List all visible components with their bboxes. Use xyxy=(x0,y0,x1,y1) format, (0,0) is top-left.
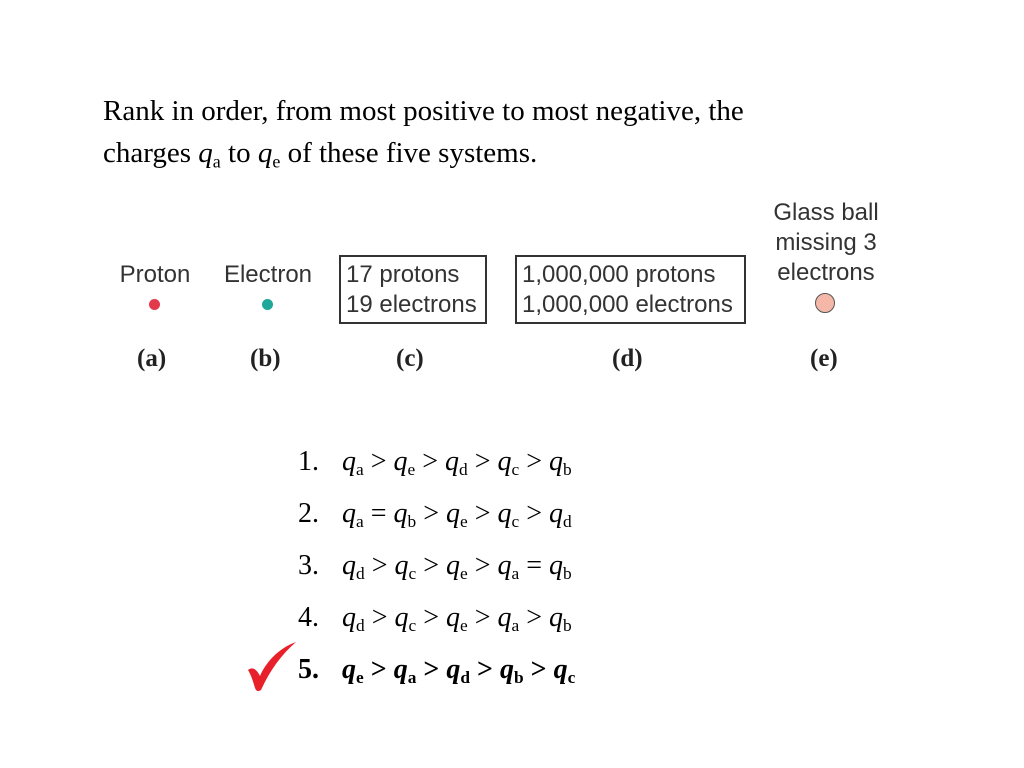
comparison-operator: > xyxy=(467,550,498,581)
comparison-operator: > xyxy=(470,654,500,685)
electron-dot xyxy=(262,299,273,310)
answer-option-2[interactable] xyxy=(298,494,575,546)
option-number: 4. xyxy=(298,602,319,633)
answer-option-3[interactable] xyxy=(298,546,575,598)
charge-symbol: q xyxy=(499,654,514,685)
charge-subscript: c xyxy=(511,512,520,532)
system-e-letter: (e) xyxy=(810,345,838,372)
charge-subscript: d xyxy=(356,564,365,584)
charge-symbol: q xyxy=(549,446,564,477)
charge-subscript: e xyxy=(460,512,468,532)
comparison-operator: > xyxy=(467,602,498,633)
charge-symbol: q xyxy=(497,446,512,477)
comparison-operator: > xyxy=(415,446,446,477)
charge-symbol: q xyxy=(446,654,461,685)
charge-subscript: d xyxy=(563,512,572,532)
system-d-line-2: 1,000,000 electrons xyxy=(522,291,733,318)
charge-symbol: q xyxy=(446,498,460,529)
charge-subscript: c xyxy=(408,564,417,584)
system-e-line-1: Glass ball xyxy=(773,199,879,226)
system-c-line-1: 17 protons xyxy=(346,261,460,288)
charge-subscript: c xyxy=(511,460,520,480)
system-c-letter: (c) xyxy=(396,345,424,372)
comparison-operator: = xyxy=(363,498,394,529)
charge-subscript: e xyxy=(356,668,364,688)
system-b-letter: (b) xyxy=(250,345,281,372)
charge-subscript: e xyxy=(407,460,416,480)
charge-subscript: a xyxy=(356,512,364,532)
question-line-1: Rank in order, from most positive to most negative, the xyxy=(103,95,744,127)
charge-subscript: b xyxy=(563,564,572,584)
comparison-operator: > xyxy=(416,654,447,685)
charge-subscript: d xyxy=(460,668,470,688)
charge-symbol: q xyxy=(342,498,356,529)
charge-subscript: a xyxy=(356,460,364,480)
charge-subscript: a xyxy=(511,616,520,636)
question-text xyxy=(103,90,903,174)
option-number: 2. xyxy=(298,498,319,529)
system-a-letter: (a) xyxy=(137,345,167,372)
answer-options xyxy=(298,442,575,702)
system-c-line-2: 19 electrons xyxy=(346,291,477,318)
proton-dot xyxy=(149,299,160,310)
charge-symbol: q xyxy=(394,602,409,633)
comparison-operator: > xyxy=(364,602,395,633)
charge-subscript: a xyxy=(511,564,520,584)
charge-symbol: q xyxy=(393,498,408,529)
system-c-box xyxy=(339,255,487,324)
charge-symbol: q xyxy=(342,602,356,633)
charge-symbol: q xyxy=(549,550,564,581)
system-a-label: Proton xyxy=(119,261,191,288)
option-number: 1. xyxy=(298,446,319,477)
charge-subscript: a xyxy=(407,668,417,688)
charge-subscript: b xyxy=(563,616,572,636)
comparison-operator: > xyxy=(467,446,498,477)
charge-symbol: q xyxy=(393,446,408,477)
charge-subscript: e xyxy=(460,616,468,636)
comparison-operator: > xyxy=(416,602,446,633)
answer-option-4[interactable] xyxy=(298,598,575,650)
comparison-operator: > xyxy=(467,498,498,529)
charge-symbol: q xyxy=(342,550,356,581)
question-line-2: charges $q_a$ to $q_e$ of these five systems. xyxy=(103,137,538,172)
system-b-label: Electron xyxy=(223,261,313,288)
charge-symbol: q xyxy=(497,498,512,529)
comparison-operator: > xyxy=(519,446,550,477)
comparison-operator: > xyxy=(416,550,446,581)
answer-option-1[interactable] xyxy=(298,442,575,494)
charge-symbol: q xyxy=(446,602,460,633)
comparison-operator: > xyxy=(363,446,394,477)
option-number: 5. xyxy=(298,654,319,685)
system-e-label xyxy=(756,198,896,288)
option-number: 3. xyxy=(298,550,319,581)
comparison-operator: > xyxy=(519,498,550,529)
charge-subscript: b xyxy=(563,460,572,480)
comparison-operator: > xyxy=(519,602,550,633)
charge-subscript: d xyxy=(356,616,365,636)
system-d-letter: (d) xyxy=(612,345,643,372)
charge-subscript: d xyxy=(459,460,468,480)
charge-symbol: q xyxy=(445,446,460,477)
charge-symbol: q xyxy=(549,498,564,529)
charge-symbol: q xyxy=(549,602,564,633)
charge-subscript: b xyxy=(513,668,524,688)
system-d-box xyxy=(515,255,746,324)
charge-symbol: q xyxy=(553,654,568,685)
comparison-operator: > xyxy=(363,654,394,685)
comparison-operator: > xyxy=(416,498,446,529)
comparison-operator: > xyxy=(364,550,395,581)
charge-subscript: c xyxy=(408,616,417,636)
charge-subscript: c xyxy=(567,668,576,688)
charge-subscript: e xyxy=(460,564,468,584)
comparison-operator: > xyxy=(523,654,554,685)
charge-subscript: b xyxy=(407,512,417,532)
charge-symbol: q xyxy=(394,550,409,581)
charge-symbol: q xyxy=(393,654,408,685)
charge-symbol: q xyxy=(446,550,460,581)
system-e-line-2: missing 3 xyxy=(775,229,877,256)
charge-symbol: q xyxy=(497,550,512,581)
checkmark-icon xyxy=(244,640,300,694)
comparison-operator: = xyxy=(519,550,550,581)
glass-ball-dot xyxy=(815,293,835,313)
charge-symbol: q xyxy=(342,654,356,685)
system-e-line-3: electrons xyxy=(777,259,875,286)
system-d-line-1: 1,000,000 protons xyxy=(522,261,716,288)
answer-option-5[interactable] xyxy=(298,650,575,702)
charge-symbol: q xyxy=(342,446,356,477)
charge-symbol: q xyxy=(497,602,512,633)
